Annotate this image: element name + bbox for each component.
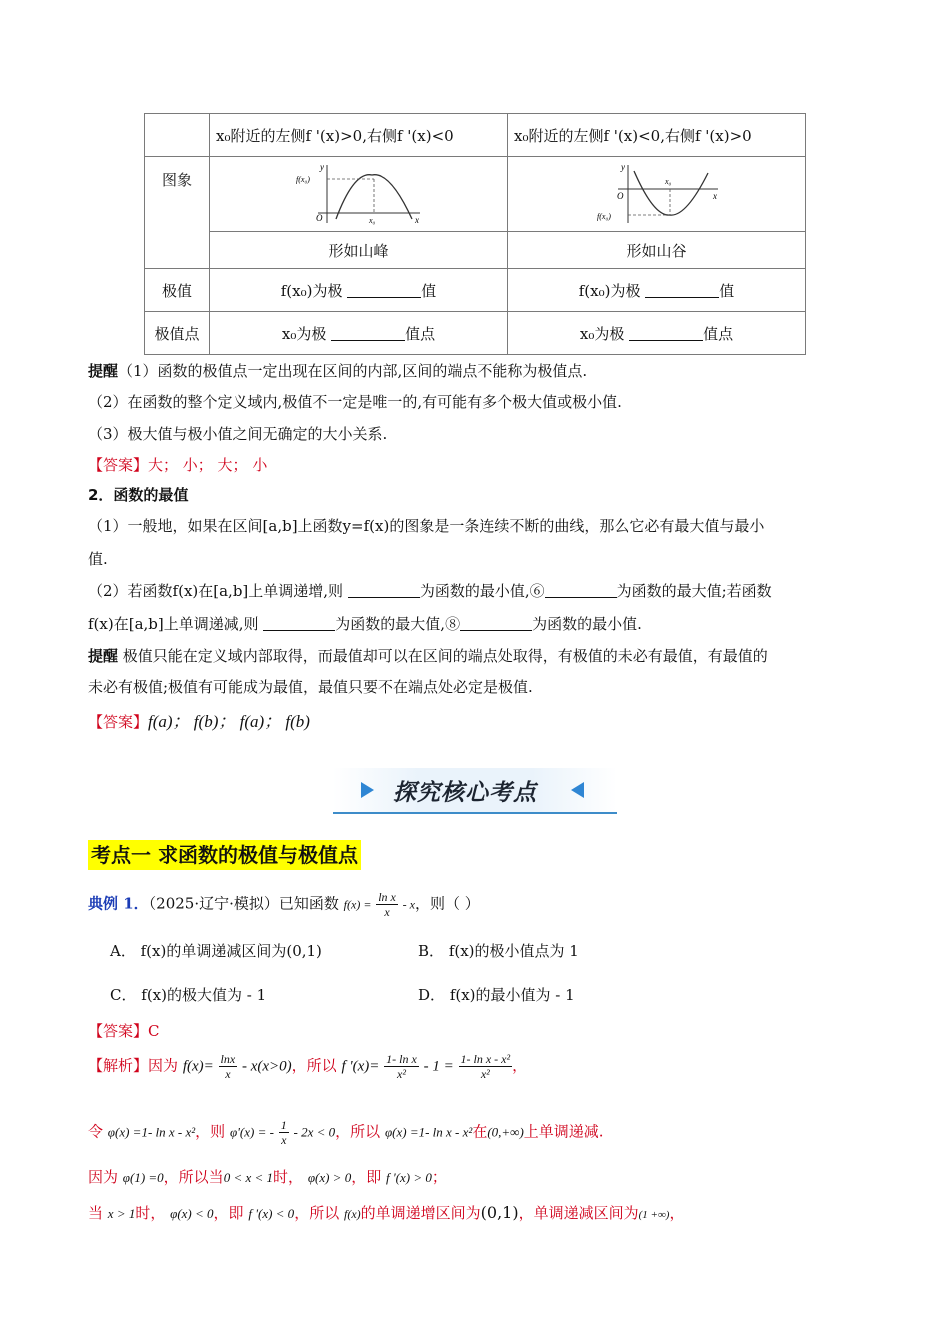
- solution-l2-d: φ'(x) = -: [229, 1124, 274, 1140]
- example-label: 典例 1．: [88, 894, 149, 913]
- option-b-letter: B．: [418, 942, 445, 960]
- peak-fx0-label: f(x₀): [295, 175, 310, 184]
- example-func-pre: f(x) =: [343, 897, 372, 912]
- point-right-pre: x₀为极: [579, 324, 625, 343]
- solution-frac2-num: 1- ln x: [386, 1052, 417, 1066]
- answer2-line: [88, 707, 310, 732]
- solution-frac3-num: 1- ln x - x²: [460, 1052, 511, 1066]
- solution-frac4-num: 1: [280, 1118, 287, 1132]
- peak-origin-label: O: [315, 213, 322, 223]
- value-left-pre: f(x₀)为极: [280, 281, 343, 300]
- example-func-den: x: [384, 905, 390, 919]
- solution-l3-e: 时，: [273, 1168, 304, 1186]
- section2-blank5[interactable]: [348, 583, 420, 598]
- extremum-table: [144, 113, 806, 355]
- graph-valley-cell: [508, 157, 806, 232]
- point-left-post: 值点: [405, 324, 436, 343]
- valley-origin-label: O: [616, 191, 623, 201]
- row-label-image: 图象: [145, 157, 210, 269]
- example-line: [88, 890, 480, 919]
- solution-frac1: [219, 1052, 238, 1081]
- option-a[interactable]: [110, 940, 322, 961]
- solution-l4-k: ，单调递减区间为: [518, 1204, 639, 1222]
- solution-l3-b: φ(1) =0: [122, 1170, 164, 1185]
- example-func-post: - x: [402, 897, 415, 912]
- solution-l1-f: - 1 =: [423, 1058, 454, 1075]
- solution-l3-a: 因为: [88, 1168, 119, 1186]
- answer3-line: [88, 1020, 160, 1041]
- answer1-line: [88, 454, 267, 475]
- answer3-text: C: [148, 1022, 160, 1040]
- solution-l4-b: x > 1: [107, 1206, 136, 1221]
- option-c[interactable]: [110, 984, 266, 1005]
- solution-l1-c: - x(x>0): [241, 1058, 292, 1075]
- section2-p2-b1: f(x)在[a,b]上单调递减,则: [88, 615, 259, 633]
- solution-l3-g: ，即: [351, 1168, 382, 1186]
- valley-fx0-label: f(x₀): [596, 212, 611, 221]
- solution-line1: [88, 1052, 527, 1081]
- section2-p2-a2: 为函数的最小值,⑥: [419, 582, 545, 600]
- caption-valley: 形如山谷: [508, 232, 806, 269]
- option-d-text: f(x)的最小值为 - 1: [449, 986, 575, 1004]
- solution-line4: [88, 1202, 684, 1223]
- solution-l4-e: ，即: [213, 1204, 244, 1222]
- solution-l4-l: (1 +∞): [638, 1209, 670, 1221]
- solution-l4-j: (0,1): [480, 1203, 519, 1222]
- solution-frac4: [279, 1118, 289, 1147]
- value-left-cell: [210, 269, 508, 312]
- peak-graph: [294, 161, 424, 227]
- table-head-right: x₀附近的左侧f '(x)<0,右侧f '(x)>0: [508, 114, 806, 157]
- option-c-text: f(x)的极大值为 - 1: [141, 986, 267, 1004]
- example-func-frac: [376, 890, 398, 919]
- reminder1-line1: [88, 360, 587, 381]
- reminder1-item1: （1）函数的极值点一定出现在区间的内部,区间的端点不能称为极值点.: [118, 362, 588, 380]
- reminder2-line1: [88, 645, 768, 666]
- reminder1-item2: （2）在函数的整个定义域内,极值不一定是唯一的,有可能有多个极大值或极小值.: [88, 393, 622, 411]
- solution-frac2: [384, 1052, 419, 1081]
- solution-frac1-num: lnx: [220, 1052, 236, 1066]
- solution-l1-d: ，所以: [291, 1056, 337, 1075]
- solution-l3-d: 0 < x < 1: [223, 1170, 274, 1185]
- section2-p2-line1: [88, 580, 772, 601]
- section2-blank8[interactable]: [460, 616, 532, 631]
- peak-y-label: y: [319, 162, 324, 172]
- solution-l2-g: φ(x) =1- ln x - x²: [384, 1124, 473, 1140]
- solution-l2-h: 在: [472, 1122, 488, 1141]
- example-tail: ，则（ ）: [414, 894, 480, 913]
- solution-l1-g: ，: [512, 1056, 528, 1075]
- solution-frac1-den: x: [225, 1067, 231, 1081]
- point-left-blank[interactable]: [331, 326, 405, 341]
- option-a-letter: A．: [110, 942, 136, 960]
- valley-y-label: y: [620, 162, 625, 172]
- peak-x-label: x: [414, 215, 419, 225]
- answer2-label: 【答案】: [88, 713, 149, 731]
- point-left-cell: [210, 312, 508, 355]
- solution-l4-c: 时，: [135, 1204, 166, 1222]
- solution-l1-e: f '(x)=: [341, 1058, 380, 1075]
- example-func-num: ln x: [378, 890, 396, 904]
- row-label-value: 极值: [145, 269, 210, 312]
- banner-title: 探究核心考点: [393, 780, 537, 806]
- option-d-letter: D．: [418, 986, 446, 1004]
- reminder1-label: 提醒: [88, 362, 119, 380]
- valley-graph: [592, 161, 722, 227]
- section2-blank6[interactable]: [545, 583, 617, 598]
- solution-l4-h: f(x): [343, 1207, 361, 1221]
- point-right-blank[interactable]: [629, 326, 703, 341]
- section2-p2-b2: 为函数的最大值,⑧: [335, 615, 461, 633]
- answer3-label: 【答案】: [88, 1022, 149, 1040]
- value-right-pre: f(x₀)为极: [578, 281, 641, 300]
- point-right-cell: [508, 312, 806, 355]
- value-right-blank[interactable]: [645, 283, 719, 298]
- triangle-right-icon: [361, 782, 374, 798]
- solution-l4-f: f '(x) < 0: [248, 1206, 295, 1221]
- solution-frac2-den: x²: [397, 1067, 406, 1081]
- option-b-text: f(x)的极小值点为 1: [448, 942, 579, 960]
- solution-l2-j: 上单调递减.: [523, 1122, 604, 1141]
- value-right-post: 值: [719, 281, 735, 300]
- value-right-cell: [508, 269, 806, 312]
- point-left-pre: x₀为极: [281, 324, 327, 343]
- section2-p2-b3: 为函数的最小值.: [532, 615, 642, 633]
- solution-line3: [88, 1166, 447, 1187]
- solution-l4-g: ，所以: [294, 1204, 340, 1222]
- solution-l4-i: 的单调递增区间为: [360, 1204, 481, 1222]
- option-d[interactable]: [418, 984, 575, 1005]
- solution-l2-b: φ(x) =1- ln x - x²: [107, 1124, 196, 1140]
- option-b[interactable]: [418, 940, 579, 961]
- table-head-left: x₀附近的左侧f '(x)>0,右侧f '(x)<0: [210, 114, 508, 157]
- solution-l4-m: ，: [669, 1204, 685, 1222]
- solution-l1-b: f(x)=: [182, 1058, 214, 1075]
- kaodian-title: 考点一 求函数的极值与极值点: [88, 840, 361, 870]
- solution-l3-i: ；: [431, 1168, 447, 1186]
- reminder2-label: 提醒: [88, 647, 119, 665]
- section2-p1-a: （1）一般地，如果在区间[a,b]上函数y=f(x)的图象是一条连续不断的曲线，那么它必有最大值与最小: [88, 517, 765, 535]
- section2-title: 2．函数的最值: [88, 486, 189, 504]
- answer1-text: 大； 小； 大； 小: [148, 456, 268, 474]
- solution-l2-c: ，则: [195, 1122, 226, 1141]
- point-right-post: 值点: [703, 324, 734, 343]
- solution-l4-d: φ(x) < 0: [170, 1206, 214, 1221]
- value-left-blank[interactable]: [347, 283, 421, 298]
- triangle-left-icon: [571, 782, 584, 798]
- section-banner: [333, 768, 617, 814]
- row-label-point: 极值点: [145, 312, 210, 355]
- example-source: （2025·辽宁·模拟）已知函数: [148, 894, 339, 913]
- answer2-text: f(a)； f(b)； f(a)； f(b): [148, 712, 310, 731]
- solution-l2-f: ，所以: [335, 1122, 381, 1141]
- answer1-label: 【答案】: [88, 456, 149, 474]
- solution-frac4-den: x: [281, 1133, 287, 1147]
- solution-l2-a: 令: [88, 1122, 104, 1141]
- option-c-letter: C．: [110, 986, 137, 1004]
- option-a-text: f(x)的单调递减区间为(0,1): [140, 942, 322, 960]
- solution-l3-h: f '(x) > 0: [386, 1170, 432, 1185]
- graph-peak-cell: [210, 157, 508, 232]
- section2-p2-a1: （2）若函数f(x)在[a,b]上单调递增,则: [88, 582, 344, 600]
- solution-l1-a: 因为: [148, 1056, 179, 1075]
- solution-l2-e: - 2x < 0: [293, 1124, 336, 1140]
- reminder2-text1: 极值只能在定义域内部取得，而最值却可以在区间的端点处取得，有极值的未必有最值，有最值的: [118, 647, 768, 665]
- reminder1-item3: （3）极大值与极小值之间无确定的大小关系.: [88, 425, 388, 443]
- solution-l2-i: (0,+∞): [487, 1124, 524, 1140]
- reminder2-text2: 未必有极值;极值有可能成为最值，最值只要不在端点处必定是极值.: [88, 678, 533, 696]
- value-left-post: 值: [421, 281, 437, 300]
- solution-l3-f: φ(x) > 0: [307, 1170, 352, 1185]
- section2-p2-line2: [88, 613, 642, 634]
- solution-frac3: [459, 1052, 513, 1081]
- section2-p1-b: 值.: [88, 550, 108, 568]
- solution-line2: [88, 1118, 604, 1147]
- solution-l3-c: ，所以当: [163, 1168, 224, 1186]
- peak-x0-label: x₀: [368, 216, 375, 225]
- table-corner-cell: [145, 114, 210, 157]
- solution-l4-a: 当: [88, 1204, 104, 1222]
- section2-p2-a3: 为函数的最大值;若函数: [616, 582, 772, 600]
- valley-x-label: x: [712, 191, 717, 201]
- solution-frac3-den: x²: [480, 1067, 490, 1081]
- solution-label: 【解析】: [88, 1056, 149, 1075]
- section2-blank7[interactable]: [263, 616, 335, 631]
- valley-x0-label: x₀: [664, 177, 671, 186]
- caption-peak: 形如山峰: [210, 232, 508, 269]
